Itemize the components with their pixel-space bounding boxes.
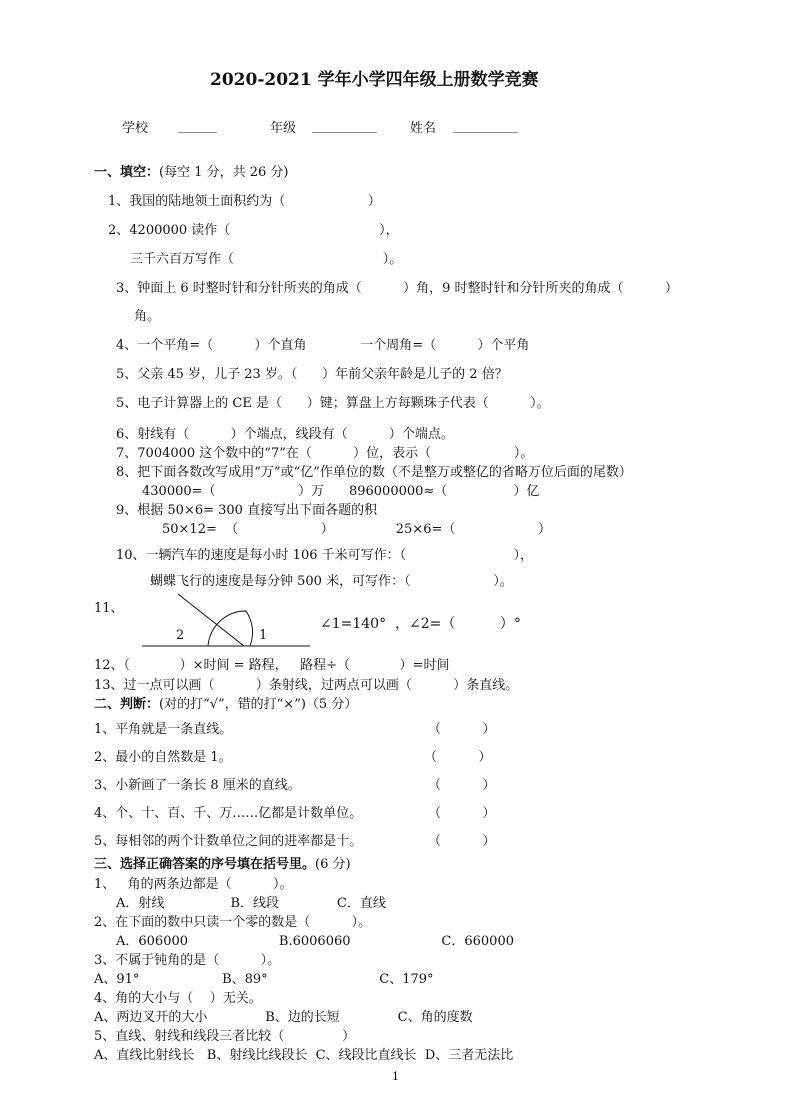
- judge-item-text: 2、最小的自然数是 1。: [94, 750, 232, 765]
- choice-q5: 5、直线、射线和线段三者比较（ ）: [94, 1029, 356, 1044]
- grade-blank: __________: [312, 119, 377, 134]
- section2-heading-row: [94, 697, 357, 713]
- angle-1-label: 1: [259, 628, 268, 643]
- q1-2a: 2、4200000 读作（ ），: [108, 223, 399, 238]
- name-label: 姓名: [410, 121, 437, 136]
- q1-3b: 角。: [134, 309, 161, 324]
- section2-note: (对的打“√”，错的打“×”)（5 分）: [159, 697, 358, 712]
- q1-5b: 5、电子计算器上的 CE 是（ ）键；算盘上方每颗珠子代表（ ）。: [116, 396, 550, 411]
- page-title: 2020-2021 学年小学四年级上册数学竞赛: [210, 70, 539, 90]
- choice-q5-options: A、直线比射线长 B、射线比线段长 C、线段比直线长 D、三者无法比: [94, 1048, 514, 1063]
- grade-label: 年级: [270, 121, 297, 136]
- section1-note: (每空 1 分，共 26 分): [159, 165, 289, 180]
- judge-item-paren: （ ）: [428, 834, 496, 849]
- section3-heading-row: [94, 857, 351, 873]
- q1-9: 9、根据 50×6= 300 直接写出下面各题的积: [116, 503, 378, 518]
- choice-q4: 4、角的大小与（ ）无关。: [94, 991, 262, 1006]
- judge-item-paren: （ ）: [428, 722, 496, 737]
- q1-5: 5、父亲 45 岁，儿子 23 岁。（ ）年前父亲年龄是儿子的 2 倍？: [116, 367, 508, 382]
- q1-8a: 430000=（ ）万 896000000≈（ ）亿: [142, 484, 540, 499]
- name-blank: __________: [453, 119, 518, 134]
- q1-11-label: 11、: [94, 601, 124, 616]
- judge-item-text: 5、每相邻的两个计数单位之间的进率都是十。: [94, 834, 363, 849]
- judge-item-text: 3、小新画了一条长 8 厘米的直线。: [94, 778, 301, 793]
- q1-7: 7、7004000 这个数中的“7”在（ ）位，表示（ ）。: [116, 446, 534, 461]
- diagram-ray: [178, 594, 244, 646]
- q1-9a: 50×12= （ ） 25×6=（ ）: [162, 522, 552, 537]
- choice-q1: 1、 角的两条边都是（ ）。: [94, 877, 293, 892]
- q1-11-text: ∠1=140° ，∠2=（ ）°: [320, 616, 521, 632]
- judge-item-paren: （ ）: [428, 778, 496, 793]
- choice-q1-options: A．射线 B．线段 C．直线: [116, 896, 386, 911]
- school-blank: ______: [178, 119, 217, 134]
- q1-1: 1、我国的陆地领土面积约为（ ）: [108, 194, 381, 209]
- q1-13: 13、过一点可以画（ ）条射线，过两点可以画（ ）条直线。: [94, 678, 519, 693]
- judge-item-paren: （ ）: [424, 750, 492, 765]
- q1-6: 6、射线有（ ）个端点，线段有（ ）个端点。: [116, 427, 454, 442]
- q1-2b: 三千六百万写作（ ）。: [130, 252, 403, 267]
- angle-diagram: [138, 590, 318, 654]
- q1-8: 8、把下面各数改写成用“万”或“亿”作单位的数（不是整万或整亿的省略万位后面的尾数）: [116, 465, 632, 480]
- section3-heading: 三、选择正确答案的序号填在括号里。: [94, 857, 316, 872]
- q1-12: 12、（ ）×时间 = 路程， 路程÷（ ）=时间: [94, 658, 450, 673]
- choice-q3: 3、不属于钝角的是（ ）。: [94, 953, 281, 968]
- q1-10a: 10、一辆汽车的速度是每小时 106 千米可写作：（ ），: [116, 548, 534, 563]
- section2-heading: 二、判断：: [94, 697, 160, 712]
- choice-q2: 2、在下面的数中只读一个零的数是（ ）。: [94, 915, 372, 930]
- choice-q2-options: A．606000 B.6006060 C．660000: [116, 934, 514, 949]
- section1-heading: 一、填空：: [94, 165, 160, 180]
- choice-q3-options: A、91° B、89° C、179°: [94, 972, 434, 987]
- q1-10b: 蝴蝶飞行的速度是每分钟 500 米，可写作：（ ）。: [150, 574, 513, 589]
- angle-2-label: 2: [176, 628, 185, 643]
- section1-heading-row: [94, 165, 289, 181]
- choice-q4-options: A、两边叉开的大小 B、边的长短 C、角的度数: [94, 1010, 473, 1025]
- judge-item-text: 1、平角就是一条直线。: [94, 722, 233, 737]
- section3-note: (6 分): [315, 857, 351, 872]
- diagram-angle-arc: [208, 611, 253, 646]
- judge-item-paren: （ ）: [428, 806, 496, 821]
- q1-4: 4、一个平角=（ ）个直角 一个周角=（ ）个平角: [116, 338, 530, 353]
- school-label: 学校: [122, 121, 149, 136]
- q1-3a: 3、钟面上 6 时整时针和分针所夹的角成（ ）角，9 时整时针和分针所夹的角成（ ）: [116, 281, 678, 296]
- page-number: 1: [392, 1070, 399, 1083]
- judge-item-text: 4、个、十、百、千、万……亿都是计数单位。: [94, 806, 363, 821]
